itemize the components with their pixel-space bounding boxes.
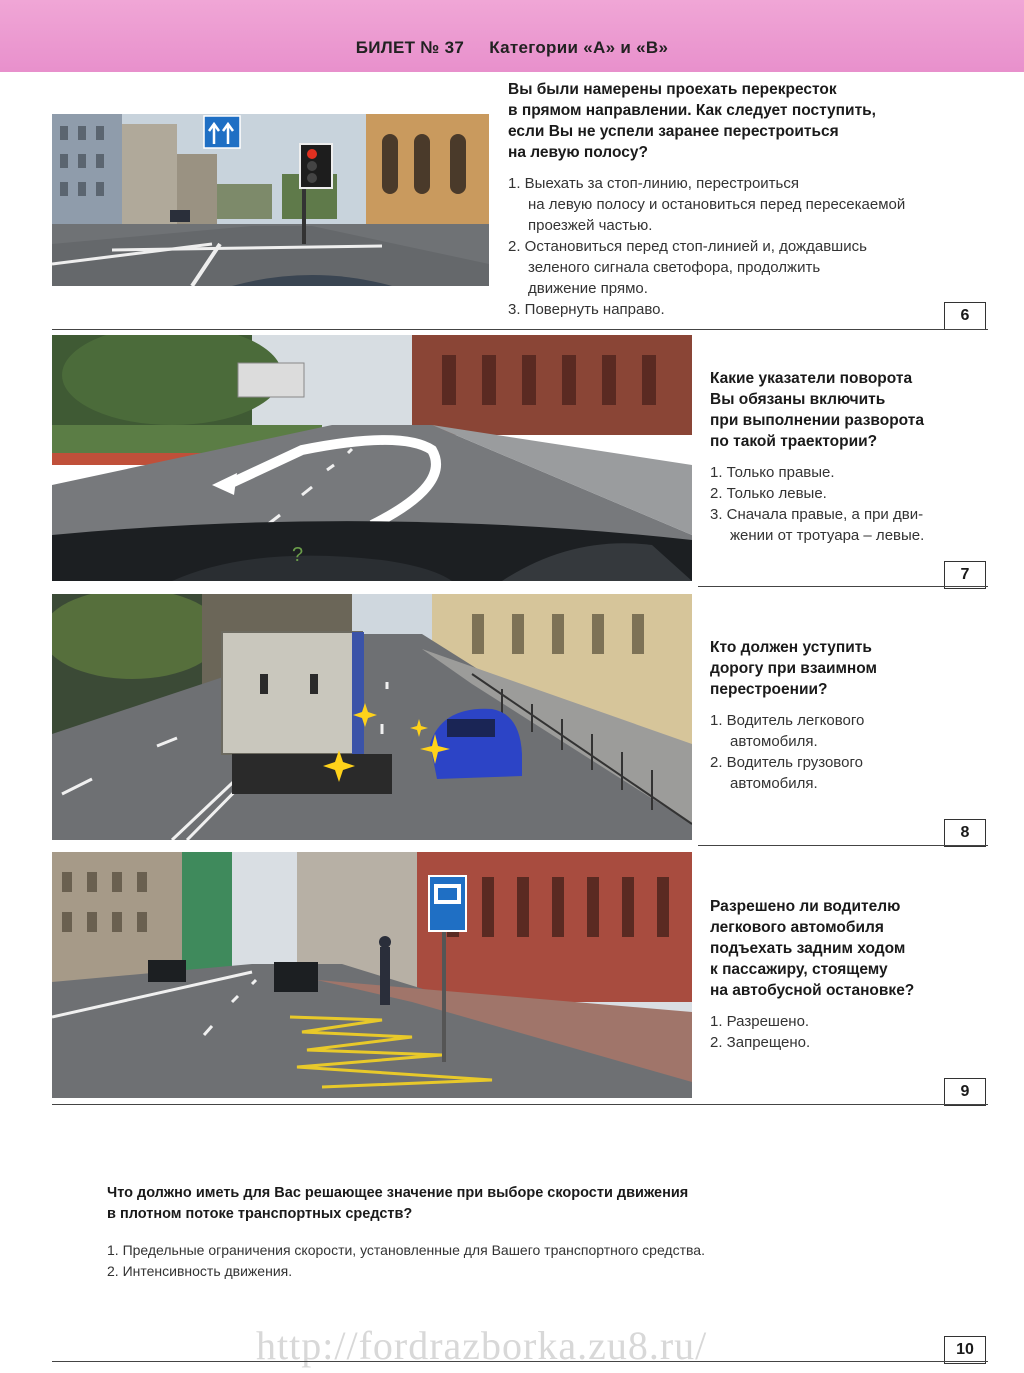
q8-answer-1[interactable]: 1. Водитель легкового автомобиля. bbox=[710, 712, 865, 750]
q7-question-line: при выполнении разворота bbox=[710, 412, 924, 429]
q9-question-line: легкового автомобиля bbox=[710, 919, 884, 936]
q10-question-line: в плотном потоке транспортных средств? bbox=[107, 1206, 413, 1222]
q10-answer-2[interactable]: 2. Интенсивность движения. bbox=[107, 1263, 293, 1279]
q7-question bbox=[710, 368, 980, 452]
ticket-category: Категории «А» и «В» bbox=[489, 38, 669, 57]
q7-question-mark: ? bbox=[292, 544, 304, 566]
q9-question-line: Разрешено ли водителю bbox=[710, 898, 901, 915]
q9-question-line: на автобусной остановке? bbox=[710, 982, 915, 999]
q6-answers bbox=[508, 173, 978, 320]
q10-answer-1[interactable]: 1. Предельные ограничения скорости, установленные для Вашего транспортного средства. bbox=[107, 1242, 705, 1258]
q7-photo bbox=[52, 335, 692, 581]
q7-question-line: Вы обязаны включить bbox=[710, 391, 886, 408]
q9-question bbox=[710, 896, 990, 1001]
q7-question-line: Какие указатели поворота bbox=[710, 370, 913, 387]
q8-number-box: 8 bbox=[944, 819, 986, 847]
q8-answers bbox=[710, 710, 980, 794]
q10-question bbox=[107, 1183, 887, 1225]
q9-number-box: 9 bbox=[944, 1078, 986, 1106]
q10-question-line: Что должно иметь для Вас решающее значение при выборе скорости движения bbox=[107, 1185, 689, 1201]
q9-answers bbox=[710, 1011, 980, 1053]
q7-divider bbox=[698, 586, 988, 587]
header-band bbox=[0, 0, 1024, 72]
q6-divider bbox=[52, 329, 988, 330]
watermark: http://fordrazborka.zu8.ru/ bbox=[256, 1323, 708, 1368]
q6-question-line: Вы были намерены проехать перекресток bbox=[508, 81, 837, 98]
q6-question-line: в прямом направлении. Как следует поступить, bbox=[508, 102, 876, 119]
q8-question-line: Кто должен уступить bbox=[710, 639, 872, 656]
q6-number-box: 6 bbox=[944, 302, 986, 330]
q7-number-box: 7 bbox=[944, 561, 986, 589]
q6-question bbox=[508, 79, 978, 163]
q8-answer-2[interactable]: 2. Водитель грузового автомобиля. bbox=[710, 754, 863, 792]
q9-answer-2[interactable]: 2. Запрещено. bbox=[710, 1034, 811, 1051]
q6-question-line: если Вы не успели заранее перестроиться bbox=[508, 123, 839, 140]
q8-question-line: перестроении? bbox=[710, 681, 828, 698]
q9-question-line: к пассажиру, стоящему bbox=[710, 961, 888, 978]
q6-answer-2[interactable]: 2. Остановиться перед стоп-линией и, дождавшись зеленого сигнала светофора, продолжить движение прямо. bbox=[508, 238, 867, 297]
q9-question-line: подъехать задним ходом bbox=[710, 940, 906, 957]
q9-divider bbox=[52, 1104, 988, 1105]
q7-answers bbox=[710, 462, 980, 546]
q7-question-line: по такой траектории? bbox=[710, 433, 878, 450]
q6-answer-1[interactable]: 1. Выехать за стоп-линию, перестроиться на левую полосу и остановиться перед пересекаемой проезжей частью. bbox=[508, 175, 906, 234]
q8-photo bbox=[52, 594, 692, 840]
q7-answer-3[interactable]: 3. Сначала правые, а при дви- жении от тротуара – левые. bbox=[710, 506, 925, 544]
q7-answer-2[interactable]: 2. Только левые. bbox=[710, 485, 827, 502]
q6-photo bbox=[52, 114, 489, 286]
q8-divider bbox=[698, 845, 988, 846]
q10-number-box: 10 bbox=[944, 1336, 986, 1364]
q6-answer-3[interactable]: 3. Повернуть направо. bbox=[508, 301, 665, 318]
q8-question bbox=[710, 637, 980, 700]
page-header bbox=[0, 38, 1024, 58]
q10-answers bbox=[107, 1240, 907, 1282]
q10-divider bbox=[52, 1361, 988, 1362]
q9-answer-1[interactable]: 1. Разрешено. bbox=[710, 1013, 810, 1030]
q6-question-line: на левую полосу? bbox=[508, 144, 648, 161]
q7-answer-1[interactable]: 1. Только правые. bbox=[710, 464, 835, 481]
q9-photo bbox=[52, 852, 692, 1098]
q8-question-line: дорогу при взаимном bbox=[710, 660, 878, 677]
ticket-number: БИЛЕТ № 37 bbox=[355, 38, 465, 57]
